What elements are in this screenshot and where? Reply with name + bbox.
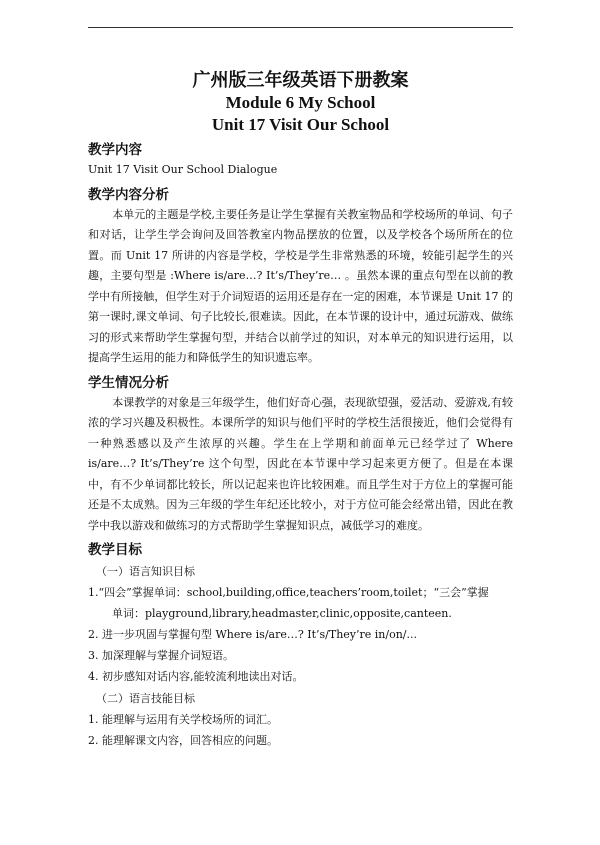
section-heading-students: 学生情况分析 bbox=[88, 374, 169, 391]
document-page bbox=[88, 70, 513, 751]
subheading-language-knowledge: （一）语言知识目标 bbox=[96, 565, 195, 578]
section-heading-content: 教学内容 bbox=[88, 142, 142, 158]
header-rule bbox=[88, 27, 513, 28]
unit-title: Unit 17 Visit Our School bbox=[211, 115, 390, 134]
content-text: Unit 17 Visit Our School Dialogue bbox=[88, 163, 278, 176]
document-title: 广州版三年级英语下册教案 bbox=[192, 70, 409, 91]
goal-item-1: 1.“四会”掌握单词：school,building,office,teachers’room,toilet；“三会”掌握 bbox=[88, 586, 489, 599]
goal-item-4: 4. 初步感知对话内容,能较流利地读出对话。 bbox=[88, 670, 304, 683]
section-heading-goals: 教学目标 bbox=[88, 542, 142, 558]
students-paragraph: 本课教学的对象是三年级学生，他们好奇心强，表现欲望强，爱活动、爱游戏,有较浓的学习兴趣及积极性。本课所学的知识与他们平时的学校生活很接近，他们会觉得有一种熟悉感以及产生浓厚的兴趣。学生在上学期和前面单元已经学过了 Where is/are…? It’s/They’re 这个句型，因此在本节课中学习起来更方便了。但是在本课中，有不少单词都比较长，所以记起来也许比较困难。而且学生对于方位上的掌握可能还是不太成熟。因为三年级的学生年纪还比较小，对于方位可能会经常出错，因此在教学中我以游戏和做练习的方式帮助学生掌握知识点，减低学习的难度。 bbox=[88, 395, 513, 532]
module-title: Module 6 My School bbox=[225, 93, 376, 112]
goal-item-2: 2. 进一步巩固与掌握句型 Where is/are…? It’s/They’re in/on/... bbox=[88, 628, 417, 641]
section-heading-analysis: 教学内容分析 bbox=[88, 186, 169, 203]
subheading-language-skills: （二）语言技能目标 bbox=[96, 692, 195, 705]
goal-item-1-continued: 单词：playground,library,headmaster,clinic,opposite,canteen. bbox=[112, 607, 452, 620]
skill-item-1: 1. 能理解与运用有关学校场所的词汇。 bbox=[88, 713, 278, 726]
analysis-paragraph: 本单元的主题是学校,主要任务是让学生掌握有关教室物品和学校场所的单词、句子和对话，让学生学会询问及回答教室内物品摆放的位置，以及学校各个场所所在的位置。而 Unit 17 所讲的内容是学校，学校是学生非常熟悉的环境，较能引起学生的兴趣，主要句型是 :Where is/are…? It’s/They’re… 。虽然本课的重点句型在以前的教学中有所接触，但学生对于介词短语的运用还是存在一定的困难，本节课是 Unit 17 的第一课时,课文单词、句子比较长,很难读。因此，在本节课的设计中，通过玩游戏、做练习的形式来帮助学生掌握句型，并结合以前学过的知识，对本单元的知识进行运用，以提高学生运用的能力和降低学生的知识遗忘率。 bbox=[88, 207, 513, 364]
skill-item-2: 2. 能理解课文内容，回答相应的问题。 bbox=[88, 734, 278, 747]
goal-item-3: 3. 加深理解与掌握介词短语。 bbox=[88, 649, 234, 662]
